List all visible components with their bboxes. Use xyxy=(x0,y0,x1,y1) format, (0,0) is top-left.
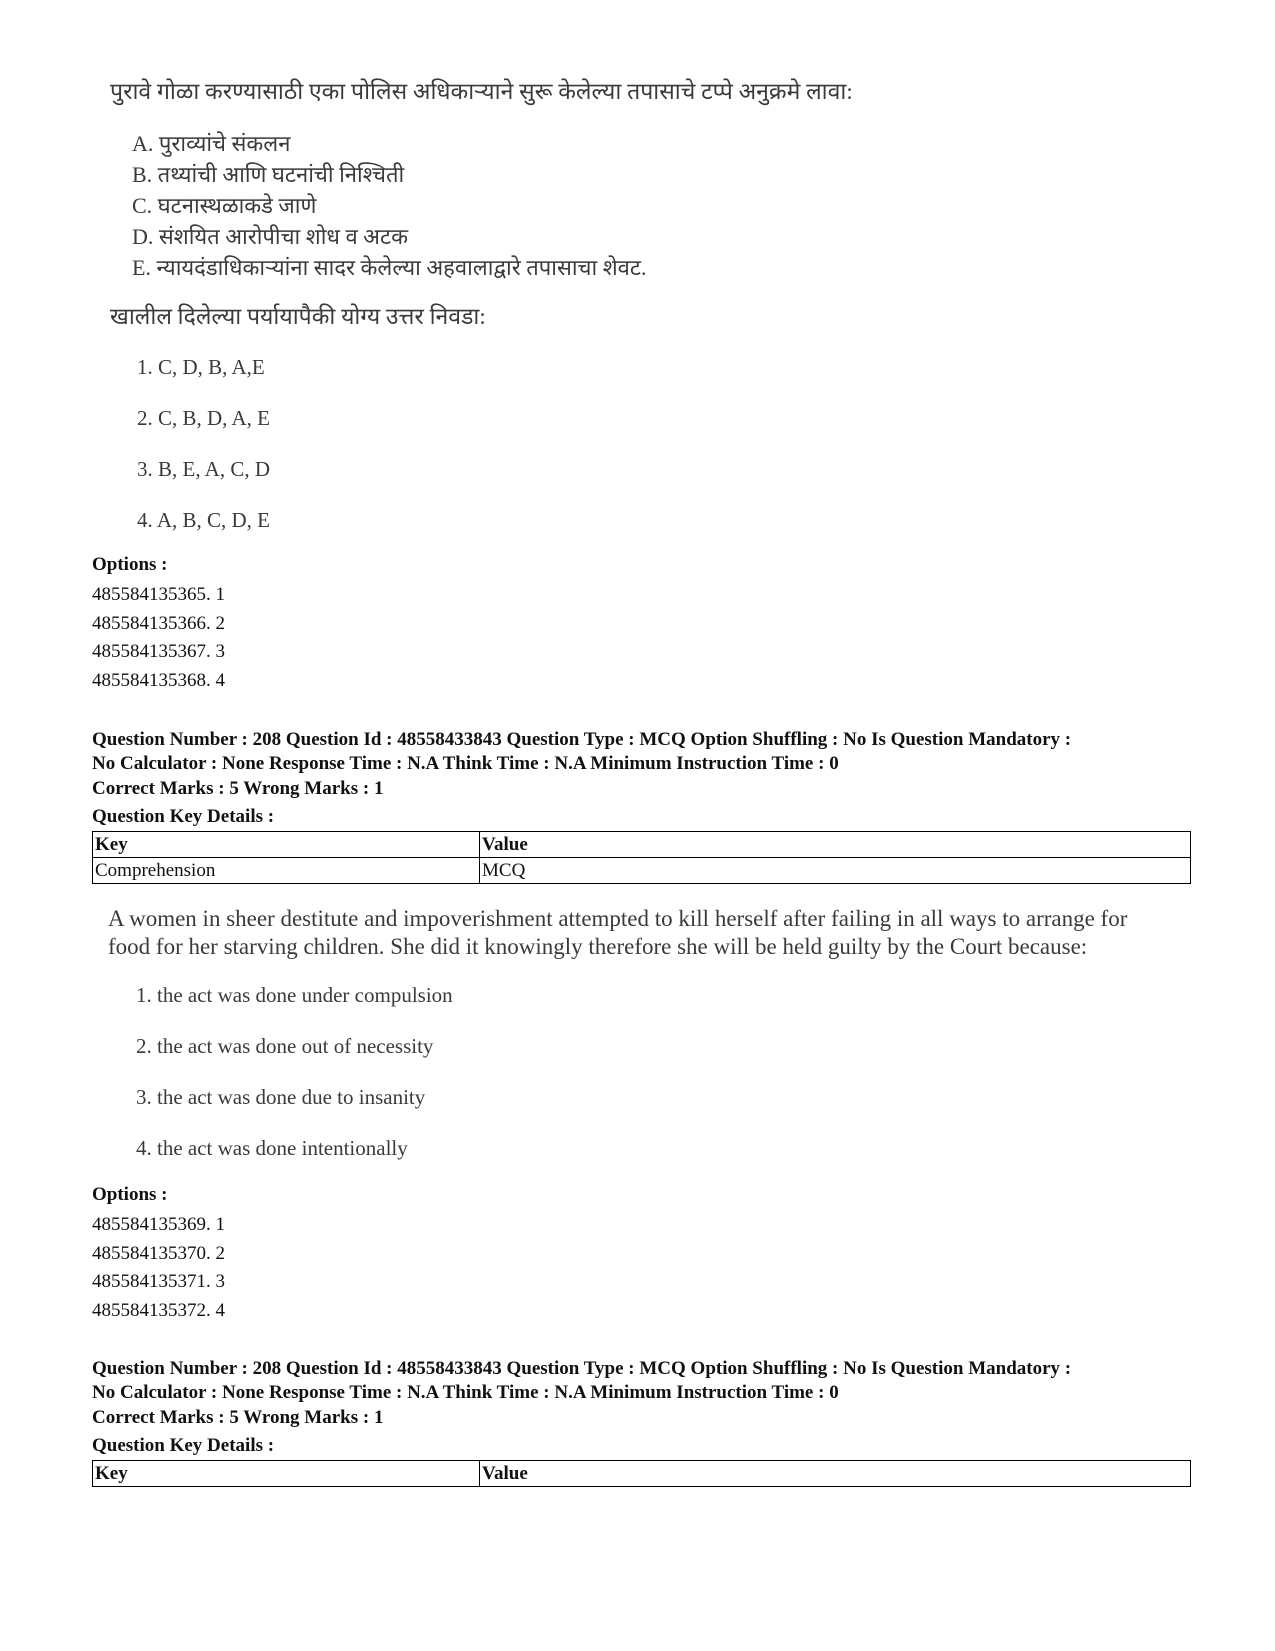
q207-step-e: E. न्यायदंडाधिकाऱ्यांना सादर केलेल्या अहवालाद्वारे तपासाचा शेवट. xyxy=(132,255,647,280)
q208-key-table xyxy=(92,831,1191,884)
q207-choice-2: 2. C, B, D, A, E xyxy=(137,406,271,430)
q208-option-2: 485584135370. 2 xyxy=(92,1242,225,1264)
q208-choice-3: 3. the act was done due to insanity xyxy=(136,1085,426,1109)
q207-stem: पुरावे गोळा करण्यासाठी एका पोलिस अधिकाऱ्याने सुरू केलेल्या तपासाचे टप्पे अनुक्रमे लावा: xyxy=(110,79,853,104)
q208-meta-line1: Question Number : 208 Question Id : 48558433843 Question Type : MCQ Option Shuffling : No Is Question Mandatory : xyxy=(92,729,1072,750)
q209-meta-line1: Question Number : 208 Question Id : 48558433843 Question Type : MCQ Option Shuffling : No Is Question Mandatory : xyxy=(92,1358,1072,1379)
q208-key-details-label: Question Key Details : xyxy=(92,806,275,827)
q207-steps xyxy=(132,128,647,283)
q209-key-details-label: Question Key Details : xyxy=(92,1435,275,1456)
q207-options-heading: Options : xyxy=(92,554,168,575)
q207-step-d: D. संशयित आरोपीचा शोध व अटक xyxy=(132,224,408,249)
q208-choice-4: 4. the act was done intentionally xyxy=(136,1136,408,1160)
q208-stem-line2: food for her starving children. She did it knowingly therefore she will be held guilty by the Court because: xyxy=(108,934,1088,959)
q207-choice-3: 3. B, E, A, C, D xyxy=(137,457,271,481)
q207-options-list xyxy=(92,581,225,695)
table-cell-value: MCQ xyxy=(480,858,1191,884)
q209-key-table xyxy=(92,1460,1191,1487)
table-row xyxy=(93,858,1191,884)
table-header-key: Key xyxy=(93,832,480,858)
table-cell-key: Comprehension xyxy=(93,858,480,884)
q208-choice-2: 2. the act was done out of necessity xyxy=(136,1034,434,1058)
q208-stem-line1: A women in sheer destitute and impoverishment attempted to kill herself after failing in all ways to arrange for xyxy=(108,906,1128,931)
q207-option-4: 485584135368. 4 xyxy=(92,669,225,691)
q208-choice-1: 1. the act was done under compulsion xyxy=(136,983,453,1007)
table-header-key: Key xyxy=(93,1461,480,1487)
table-header-value: Value xyxy=(480,832,1191,858)
q208-option-1: 485584135369. 1 xyxy=(92,1214,225,1235)
q209-meta-line2: No Calculator : None Response Time : N.A Think Time : N.A Minimum Instruction Time : 0 xyxy=(92,1382,839,1403)
q209-marks: Correct Marks : 5 Wrong Marks : 1 xyxy=(92,1407,384,1428)
q207-instruction: खालील दिलेल्या पर्यायापैकी योग्य उत्तर निवडा: xyxy=(110,304,486,329)
q208-option-3: 485584135371. 3 xyxy=(92,1271,225,1292)
table-header-row xyxy=(93,1461,1191,1487)
q208-options-heading: Options : xyxy=(92,1184,168,1205)
q208-stem xyxy=(108,905,1127,961)
q208-options-list xyxy=(92,1211,225,1325)
q207-step-c: C. घटनास्थळाकडे जाणे xyxy=(132,193,317,218)
table-header-value: Value xyxy=(480,1461,1191,1487)
q207-step-b: B. तथ्यांची आणि घटनांची निश्चिती xyxy=(132,162,405,187)
q207-choice-4: 4. A, B, C, D, E xyxy=(137,508,271,532)
q208-meta xyxy=(92,728,1071,776)
q207-option-3: 485584135367. 3 xyxy=(92,641,225,662)
q207-step-a: A. पुराव्यांचे संकलन xyxy=(132,131,291,156)
q208-option-4: 485584135372. 4 xyxy=(92,1299,225,1321)
table-header-row xyxy=(93,832,1191,858)
q208-meta-line2: No Calculator : None Response Time : N.A Think Time : N.A Minimum Instruction Time : 0 xyxy=(92,753,839,774)
q207-option-2: 485584135366. 2 xyxy=(92,612,225,634)
q209-meta xyxy=(92,1357,1071,1405)
q207-option-1: 485584135365. 1 xyxy=(92,584,225,605)
q208-marks: Correct Marks : 5 Wrong Marks : 1 xyxy=(92,778,384,799)
q207-choice-1: 1. C, D, B, A,E xyxy=(137,355,265,379)
